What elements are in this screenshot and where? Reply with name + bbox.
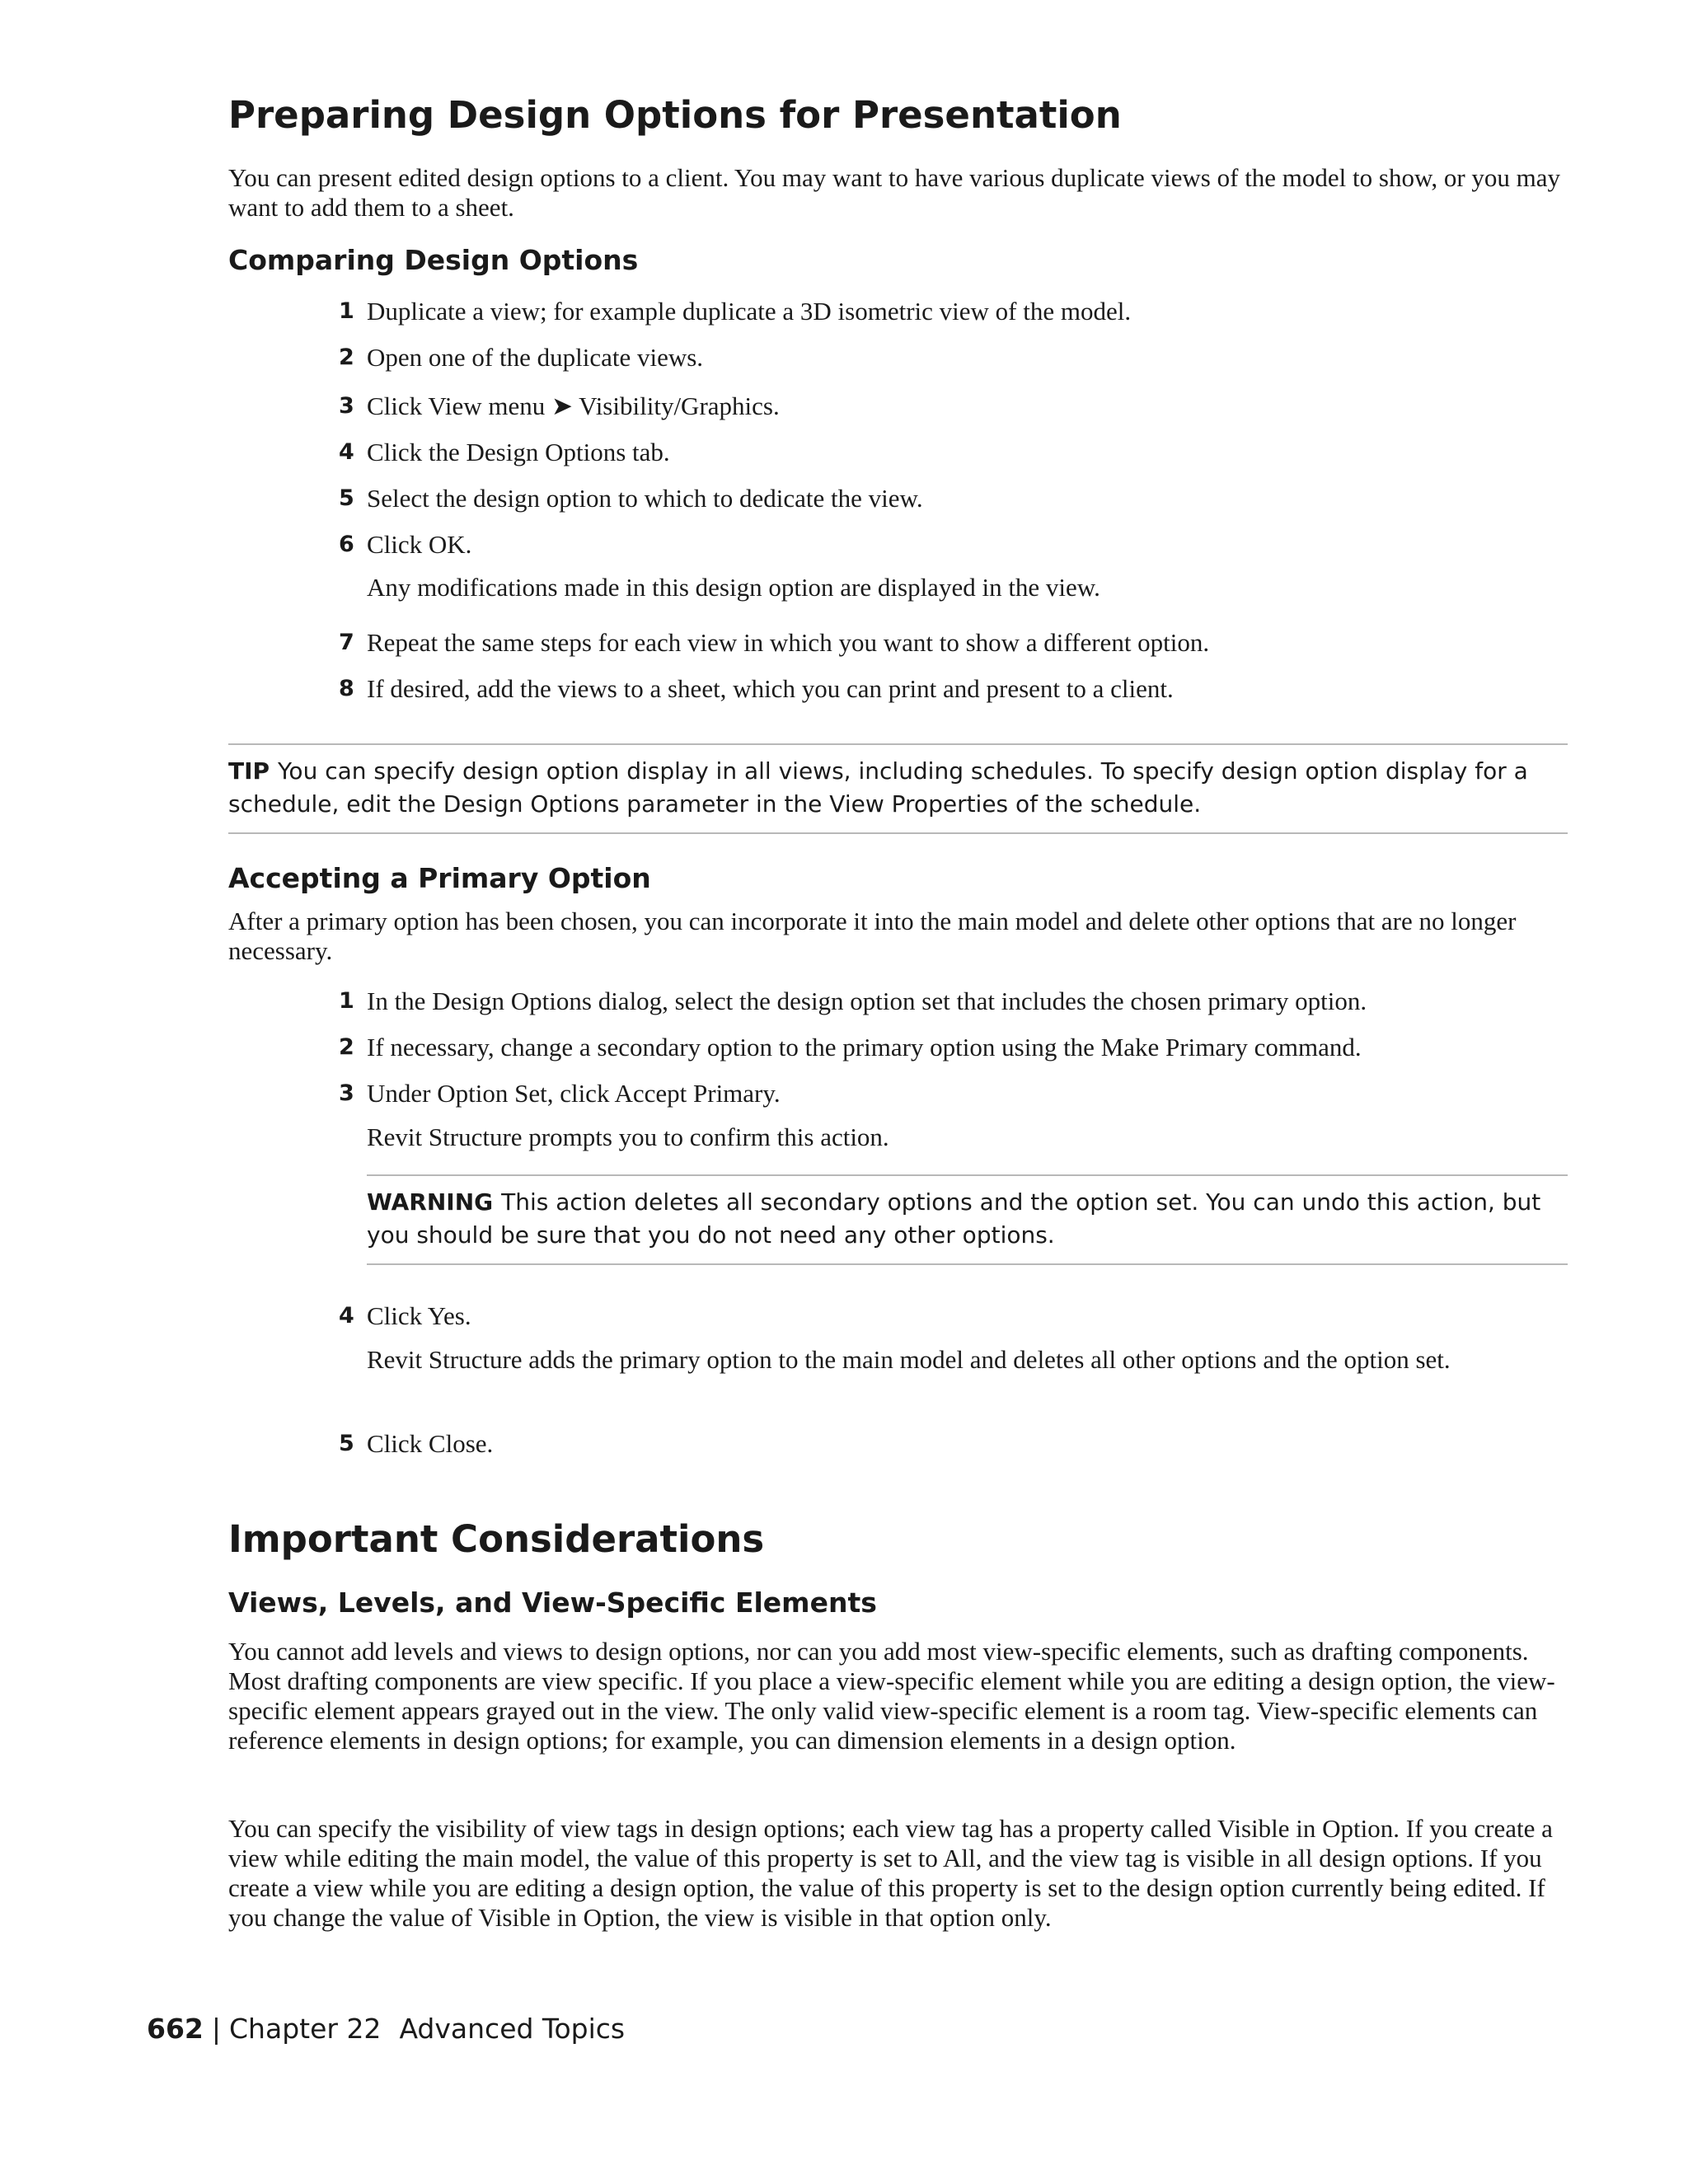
section-intro-preparing: You can present edited design options to a client. You may want to have various duplicate views of the model to show, or you may want to add them to a sheet. bbox=[228, 163, 1561, 222]
step-number: 8 bbox=[339, 676, 354, 701]
footer-chapter: Chapter 22 bbox=[229, 2013, 382, 2045]
subsection-title-views-levels: Views, Levels, and View-Specific Elements bbox=[228, 1586, 877, 1619]
list-item bbox=[228, 1079, 1568, 1108]
footer-separator: | bbox=[211, 2013, 222, 2045]
step-text: Duplicate a view; for example duplicate a 3D isometric view of the model. bbox=[367, 297, 1132, 326]
list-item bbox=[228, 987, 1568, 1016]
step-number: 5 bbox=[339, 1431, 354, 1456]
step-text: In the Design Options dialog, select the design option set that includes the chosen primary option. bbox=[367, 987, 1367, 1015]
list-item bbox=[228, 438, 1568, 467]
list-item bbox=[228, 343, 1568, 373]
step-number: 3 bbox=[339, 393, 354, 419]
page-footer bbox=[147, 2011, 625, 2047]
step-number: 5 bbox=[339, 485, 354, 511]
step-number: 4 bbox=[339, 1303, 354, 1329]
step-text: Select the design option to which to dedicate the view. bbox=[367, 484, 923, 513]
list-item bbox=[228, 297, 1568, 326]
tip-label: TIP bbox=[228, 757, 270, 785]
step-number: 1 bbox=[339, 298, 354, 324]
step-subtext bbox=[228, 1345, 1568, 1375]
step-number: 7 bbox=[339, 630, 354, 655]
step-text: Click Yes. bbox=[367, 1301, 471, 1330]
step-text: Click View menu ➤ Visibility/Graphics. bbox=[367, 391, 780, 420]
step-number: 2 bbox=[339, 1034, 354, 1060]
paragraph-views-2: You can specify the visibility of view tags in design options; each view tag has a property called Visible in Option. If you create a view while editing the main model, the value of this property is set to All, and the view tag is visible in all design options. If you create a view while you are editing a design option, the value of this property is set to the design option currently being edited. If you change the value of Visible in Option, the view is visible in that option only. bbox=[228, 1814, 1553, 1932]
list-item bbox=[228, 391, 1568, 421]
section-title-considerations: Important Considerations bbox=[228, 1517, 765, 1561]
warning-text: This action deletes all secondary options and the option set. You can undo this action, but you should be sure that you do not need any other options. bbox=[367, 1188, 1541, 1249]
list-item bbox=[228, 628, 1568, 658]
step-number: 4 bbox=[339, 439, 354, 465]
list-item bbox=[228, 1301, 1568, 1331]
step-number: 3 bbox=[339, 1080, 354, 1106]
list-item bbox=[228, 674, 1568, 704]
tip-note bbox=[228, 743, 1568, 834]
step-text: If desired, add the views to a sheet, which you can print and present to a client. bbox=[367, 674, 1174, 703]
step-text: Click OK. bbox=[367, 530, 472, 559]
step-text: Under Option Set, click Accept Primary. bbox=[367, 1079, 781, 1108]
tip-text: You can specify design option display in all views, including schedules. To specify design option display for a schedule, edit the Design Options parameter in the View Properties of the schedule. bbox=[228, 757, 1528, 818]
subsection-title-comparing: Comparing Design Options bbox=[228, 244, 639, 276]
list-item bbox=[228, 1429, 1568, 1459]
list-item bbox=[228, 530, 1568, 560]
warning-label: WARNING bbox=[367, 1188, 494, 1216]
subsection-title-accepting: Accepting a Primary Option bbox=[228, 862, 651, 894]
step-text: Open one of the duplicate views. bbox=[367, 343, 704, 372]
subsection-intro-accepting: After a primary option has been chosen, you can incorporate it into the main model and delete other options that are no longer necessary. bbox=[228, 907, 1517, 965]
step-subtext bbox=[228, 1122, 1568, 1152]
step-text: If necessary, change a secondary option to the primary option using the Make Primary command. bbox=[367, 1033, 1362, 1062]
warning-note bbox=[367, 1174, 1568, 1265]
step-subtext-text: Any modifications made in this design option are displayed in the view. bbox=[367, 573, 1100, 602]
step-number: 1 bbox=[339, 988, 354, 1014]
step-text: Click Close. bbox=[367, 1429, 494, 1458]
list-item bbox=[228, 1033, 1568, 1062]
step-subtext-text: Revit Structure prompts you to confirm this action. bbox=[367, 1122, 889, 1151]
page-number: 662 bbox=[147, 2013, 204, 2045]
step-number: 2 bbox=[339, 344, 354, 370]
step-text: Repeat the same steps for each view in which you want to show a different option. bbox=[367, 628, 1210, 657]
step-subtext-text: Revit Structure adds the primary option to the main model and deletes all other options and the option set. bbox=[367, 1345, 1451, 1374]
footer-chapter-title: Advanced Topics bbox=[399, 2013, 626, 2045]
list-item bbox=[228, 484, 1568, 513]
paragraph-views-1: You cannot add levels and views to design options, nor can you add most view-specific elements, such as drafting components. Most drafting components are view specific. If you place a view-specific element while you are editing a design option, the view-specific element appears grayed out in the view. The only valid view-specific element is a room tag. View-specific elements can reference elements in design options; for example, you can dimension elements in a design option. bbox=[228, 1637, 1555, 1755]
step-text: Click the Design Options tab. bbox=[367, 438, 670, 466]
section-title-preparing: Preparing Design Options for Presentation bbox=[228, 93, 1122, 137]
step-number: 6 bbox=[339, 532, 354, 557]
step-subtext bbox=[228, 573, 1568, 602]
